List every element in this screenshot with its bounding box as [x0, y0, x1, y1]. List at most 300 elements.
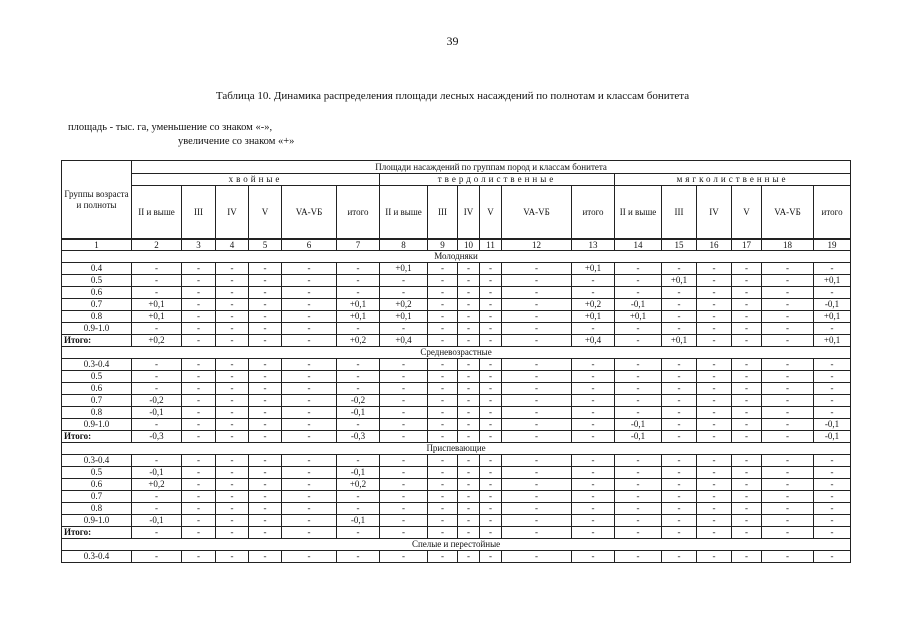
table-cell: -: [480, 431, 502, 443]
table-cell: -: [428, 527, 458, 539]
table-cell: -: [572, 527, 615, 539]
table-cell: -: [662, 419, 697, 431]
total-row: [62, 335, 851, 347]
group-column-header: Группы возраста и полноты: [62, 161, 132, 240]
column-number: 11: [480, 239, 502, 251]
table-cell: -: [814, 551, 851, 563]
table-cell: -: [182, 395, 216, 407]
table-cell: -: [216, 299, 249, 311]
distribution-table: [61, 160, 851, 563]
column-number: 13: [572, 239, 615, 251]
table-cell: -: [428, 335, 458, 347]
table-cell: -: [697, 395, 732, 407]
table-cell: -: [480, 263, 502, 275]
table-cell: -: [249, 359, 282, 371]
table-cell: -: [132, 371, 182, 383]
table-cell: -: [428, 311, 458, 323]
table-cell: -: [572, 455, 615, 467]
table-cell: -: [762, 395, 814, 407]
table-cell: -: [216, 395, 249, 407]
table-cell: -: [480, 479, 502, 491]
table-cell: -: [697, 383, 732, 395]
table-cell: -: [458, 491, 480, 503]
table-cell: -: [182, 467, 216, 479]
table-cell: -: [428, 275, 458, 287]
bonitet-class-header: III: [428, 186, 458, 240]
table-cell: -: [615, 455, 662, 467]
table-cell: -: [480, 395, 502, 407]
table-cell: -: [502, 287, 572, 299]
table-cell: -: [132, 527, 182, 539]
table-cell: -: [502, 551, 572, 563]
table-cell: -: [572, 287, 615, 299]
bonitet-class-header: III: [182, 186, 216, 240]
column-number: 17: [732, 239, 762, 251]
table-cell: +0,1: [337, 299, 380, 311]
table-cell: -: [572, 395, 615, 407]
table-row: [62, 395, 851, 407]
table-cell: -: [502, 515, 572, 527]
table-cell: -: [458, 527, 480, 539]
table-cell: -: [662, 431, 697, 443]
table-cell: -: [814, 407, 851, 419]
table-cell: -: [282, 323, 337, 335]
section-title: Молодняки: [62, 251, 851, 263]
table-cell: -: [572, 383, 615, 395]
table-cell: -: [762, 299, 814, 311]
table-cell: +0,1: [814, 311, 851, 323]
table-cell: +0,2: [337, 335, 380, 347]
table-cell: -: [182, 455, 216, 467]
table-cell: -: [814, 359, 851, 371]
table-cell: -: [732, 551, 762, 563]
density-label: 0.5: [62, 275, 132, 287]
table-cell: -: [182, 419, 216, 431]
table-cell: -: [615, 323, 662, 335]
table-cell: -: [132, 455, 182, 467]
table-cell: -: [458, 503, 480, 515]
column-number: 12: [502, 239, 572, 251]
table-cell: -: [662, 491, 697, 503]
table-cell: +0,1: [337, 311, 380, 323]
table-cell: -: [458, 395, 480, 407]
table-cell: -: [697, 335, 732, 347]
table-cell: -: [380, 467, 428, 479]
table-cell: -: [132, 263, 182, 275]
table-cell: -0,2: [132, 395, 182, 407]
table-cell: -: [182, 311, 216, 323]
bonitet-class-header: VA-VБ: [282, 186, 337, 240]
table-cell: -: [814, 455, 851, 467]
bonitet-class-header: итого: [337, 186, 380, 240]
table-cell: -: [249, 311, 282, 323]
column-number: 5: [249, 239, 282, 251]
bonitet-class-header: II и выше: [380, 186, 428, 240]
table-cell: -: [480, 299, 502, 311]
table-cell: -: [249, 335, 282, 347]
table-cell: -: [249, 467, 282, 479]
table-cell: -: [615, 479, 662, 491]
table-cell: -: [458, 431, 480, 443]
table-row: [62, 299, 851, 311]
section-row: [62, 443, 851, 455]
table-cell: -: [615, 359, 662, 371]
table-cell: -: [572, 467, 615, 479]
table-cell: -: [762, 263, 814, 275]
table-cell: -: [132, 359, 182, 371]
table-cell: -: [502, 335, 572, 347]
table-cell: -: [132, 491, 182, 503]
table-cell: -: [662, 407, 697, 419]
table-cell: -: [480, 527, 502, 539]
table-cell: -: [662, 455, 697, 467]
table-cell: -: [762, 419, 814, 431]
table-cell: -: [337, 419, 380, 431]
table-cell: -: [458, 455, 480, 467]
table-cell: -: [502, 479, 572, 491]
table-cell: -: [249, 551, 282, 563]
table-cell: -0,1: [615, 431, 662, 443]
table-cell: -: [697, 431, 732, 443]
table-cell: -: [732, 455, 762, 467]
total-label: Итого:: [62, 335, 132, 347]
section-title: Приспевающие: [62, 443, 851, 455]
table-cell: -: [428, 467, 458, 479]
table-cell: -: [337, 287, 380, 299]
table-cell: -: [572, 275, 615, 287]
table-cell: -: [216, 287, 249, 299]
table-cell: -: [216, 431, 249, 443]
table-cell: -: [662, 467, 697, 479]
table-cell: -: [216, 407, 249, 419]
table-cell: -: [282, 503, 337, 515]
table-row: [62, 419, 851, 431]
table-cell: -: [380, 371, 428, 383]
density-label: 0.3-0.4: [62, 455, 132, 467]
table-cell: -: [762, 431, 814, 443]
table-cell: -: [480, 407, 502, 419]
table-cell: -: [428, 431, 458, 443]
table-cell: -: [458, 287, 480, 299]
table-cell: -0,1: [337, 515, 380, 527]
table-cell: -: [428, 419, 458, 431]
table-cell: -: [615, 467, 662, 479]
table-cell: -: [182, 299, 216, 311]
units-note: площадь - тыс. га, уменьшение со знаком «-»,: [68, 122, 273, 133]
table-cell: -0,1: [132, 515, 182, 527]
table-row: [62, 287, 851, 299]
table-cell: -: [572, 407, 615, 419]
table-cell: -: [249, 491, 282, 503]
table-cell: -: [615, 383, 662, 395]
density-label: 0.7: [62, 395, 132, 407]
bonitet-class-header: II и выше: [132, 186, 182, 240]
table-cell: -: [615, 551, 662, 563]
table-cell: -: [282, 335, 337, 347]
table-cell: -: [502, 527, 572, 539]
table-cell: -: [732, 419, 762, 431]
table-cell: -: [732, 467, 762, 479]
table-cell: -: [502, 491, 572, 503]
table-cell: -: [249, 479, 282, 491]
table-cell: -: [249, 455, 282, 467]
table-cell: -: [428, 383, 458, 395]
table-row: [62, 479, 851, 491]
column-number: 15: [662, 239, 697, 251]
column-number: 3: [182, 239, 216, 251]
table-cell: -: [182, 407, 216, 419]
table-cell: -: [502, 431, 572, 443]
table-cell: -: [732, 515, 762, 527]
table-cell: -: [697, 371, 732, 383]
table-cell: -0,1: [615, 299, 662, 311]
table-cell: -: [615, 515, 662, 527]
table-cell: -: [762, 479, 814, 491]
table-cell: -: [337, 455, 380, 467]
table-cell: +0,4: [572, 335, 615, 347]
table-cell: -: [814, 527, 851, 539]
bonitet-class-header: итого: [814, 186, 851, 240]
table-cell: -: [282, 359, 337, 371]
table-cell: -: [337, 383, 380, 395]
table-cell: -: [572, 515, 615, 527]
density-label: 0.8: [62, 311, 132, 323]
table-cell: -: [572, 479, 615, 491]
table-cell: -: [502, 275, 572, 287]
table-cell: -: [814, 395, 851, 407]
table-cell: -: [282, 467, 337, 479]
table-cell: -: [337, 263, 380, 275]
table-cell: -: [480, 275, 502, 287]
table-cell: -: [282, 263, 337, 275]
column-number: 18: [762, 239, 814, 251]
table-cell: -: [282, 431, 337, 443]
table-cell: -: [697, 467, 732, 479]
table-cell: -: [458, 383, 480, 395]
table-cell: +0,2: [380, 299, 428, 311]
bonitet-class-header: II и выше: [615, 186, 662, 240]
table-cell: -: [428, 455, 458, 467]
table-cell: +0,1: [572, 263, 615, 275]
total-row: [62, 527, 851, 539]
total-label: Итого:: [62, 527, 132, 539]
table-cell: -: [732, 479, 762, 491]
table-cell: -: [572, 359, 615, 371]
table-cell: -: [249, 371, 282, 383]
table-cell: -: [615, 275, 662, 287]
table-cell: -: [428, 371, 458, 383]
table-cell: -: [697, 491, 732, 503]
table-cell: -: [697, 527, 732, 539]
table-cell: -: [249, 407, 282, 419]
table-cell: -: [762, 503, 814, 515]
table-cell: -: [814, 263, 851, 275]
table-cell: -: [480, 311, 502, 323]
table-cell: -: [697, 323, 732, 335]
table-cell: -: [282, 491, 337, 503]
table-cell: -: [282, 455, 337, 467]
column-number: 10: [458, 239, 480, 251]
section-row: [62, 347, 851, 359]
table-cell: -: [697, 263, 732, 275]
table-cell: -: [502, 395, 572, 407]
density-label: 0.3-0.4: [62, 551, 132, 563]
table-cell: -: [502, 371, 572, 383]
table-cell: -: [428, 359, 458, 371]
table-cell: -: [182, 323, 216, 335]
density-label: 0.5: [62, 467, 132, 479]
table-cell: -: [615, 287, 662, 299]
page-number: 39: [446, 34, 459, 48]
table-cell: -: [762, 359, 814, 371]
column-number: 19: [814, 239, 851, 251]
table-cell: -: [458, 407, 480, 419]
table-cell: -: [480, 359, 502, 371]
table-cell: -: [480, 335, 502, 347]
table-cell: -: [282, 299, 337, 311]
table-cell: -: [697, 299, 732, 311]
table-cell: -: [732, 491, 762, 503]
table-cell: -: [182, 359, 216, 371]
table-cell: -: [480, 419, 502, 431]
density-label: 0.3-0.4: [62, 359, 132, 371]
table-cell: -: [380, 431, 428, 443]
table-cell: -: [458, 299, 480, 311]
softwood-group-header: мягколиственные: [615, 174, 851, 186]
table-row: [62, 491, 851, 503]
table-cell: -: [216, 383, 249, 395]
table-cell: -: [814, 491, 851, 503]
table-cell: -: [572, 371, 615, 383]
table-row: [62, 467, 851, 479]
table-cell: -0,1: [132, 467, 182, 479]
table-cell: -: [732, 503, 762, 515]
table-cell: -: [337, 275, 380, 287]
table-cell: -: [458, 359, 480, 371]
table-cell: -: [480, 467, 502, 479]
table-cell: -: [380, 359, 428, 371]
table-cell: -: [428, 491, 458, 503]
table-cell: -: [216, 263, 249, 275]
table-cell: -: [502, 383, 572, 395]
table-cell: +0,1: [615, 311, 662, 323]
table-cell: -: [697, 551, 732, 563]
table-cell: -: [762, 287, 814, 299]
table-cell: -: [182, 551, 216, 563]
table-cell: +0,1: [380, 263, 428, 275]
table-cell: -: [428, 503, 458, 515]
table-cell: +0,1: [572, 311, 615, 323]
table-cell: -: [458, 371, 480, 383]
sign-note: увеличение со знаком «+»: [178, 136, 295, 147]
table-cell: -: [132, 551, 182, 563]
table-cell: -: [814, 467, 851, 479]
table-cell: -: [380, 503, 428, 515]
table-cell: -: [458, 311, 480, 323]
table-cell: -: [132, 275, 182, 287]
density-label: 0.9-1.0: [62, 515, 132, 527]
table-cell: -: [480, 551, 502, 563]
table-cell: -: [182, 527, 216, 539]
table-cell: -: [249, 527, 282, 539]
table-cell: -: [216, 551, 249, 563]
table-cell: -: [428, 299, 458, 311]
table-cell: -: [762, 467, 814, 479]
table-cell: +0,2: [572, 299, 615, 311]
table-cell: -: [662, 323, 697, 335]
table-cell: -: [380, 455, 428, 467]
table-cell: -: [182, 479, 216, 491]
table-cell: -: [458, 479, 480, 491]
density-label: 0.7: [62, 299, 132, 311]
column-number: 9: [428, 239, 458, 251]
density-label: 0.9-1.0: [62, 323, 132, 335]
table-cell: -: [732, 383, 762, 395]
table-cell: -: [182, 491, 216, 503]
density-label: 0.6: [62, 479, 132, 491]
table-cell: -: [249, 503, 282, 515]
table-cell: -: [502, 263, 572, 275]
table-cell: -: [132, 287, 182, 299]
column-number: 14: [615, 239, 662, 251]
table-cell: -: [762, 407, 814, 419]
bonitet-class-header: V: [480, 186, 502, 240]
table-row: [62, 311, 851, 323]
data-table-container: [61, 160, 850, 563]
table-row: [62, 359, 851, 371]
table-cell: -: [282, 551, 337, 563]
table-cell: -: [697, 275, 732, 287]
main-header: Площади насаждений по группам пород и классам бонитета: [132, 161, 851, 174]
table-cell: -: [216, 275, 249, 287]
density-label: 0.4: [62, 263, 132, 275]
table-cell: -: [502, 467, 572, 479]
table-cell: -: [458, 467, 480, 479]
conifer-group-header: хвойные: [132, 174, 380, 186]
table-cell: -: [249, 263, 282, 275]
table-cell: -: [132, 383, 182, 395]
table-cell: -0,3: [132, 431, 182, 443]
table-cell: -: [732, 359, 762, 371]
table-cell: -: [337, 503, 380, 515]
table-cell: -: [762, 455, 814, 467]
table-cell: -: [216, 467, 249, 479]
table-cell: -0,1: [337, 407, 380, 419]
density-label: 0.7: [62, 491, 132, 503]
table-cell: -: [662, 359, 697, 371]
table-cell: -: [216, 371, 249, 383]
table-cell: -: [428, 479, 458, 491]
table-cell: -: [762, 323, 814, 335]
table-cell: -: [732, 287, 762, 299]
table-cell: -: [380, 419, 428, 431]
bonitet-class-header: V: [249, 186, 282, 240]
table-cell: -: [662, 527, 697, 539]
table-cell: -: [732, 431, 762, 443]
table-cell: -: [282, 407, 337, 419]
table-cell: -: [282, 479, 337, 491]
table-cell: -: [662, 551, 697, 563]
table-cell: -0,1: [615, 419, 662, 431]
table-cell: -: [502, 455, 572, 467]
table-row: [62, 383, 851, 395]
table-cell: -0,1: [337, 467, 380, 479]
table-cell: -: [762, 275, 814, 287]
table-cell: -: [428, 407, 458, 419]
table-cell: +0,1: [132, 299, 182, 311]
table-cell: -0,1: [814, 431, 851, 443]
table-cell: -: [762, 551, 814, 563]
